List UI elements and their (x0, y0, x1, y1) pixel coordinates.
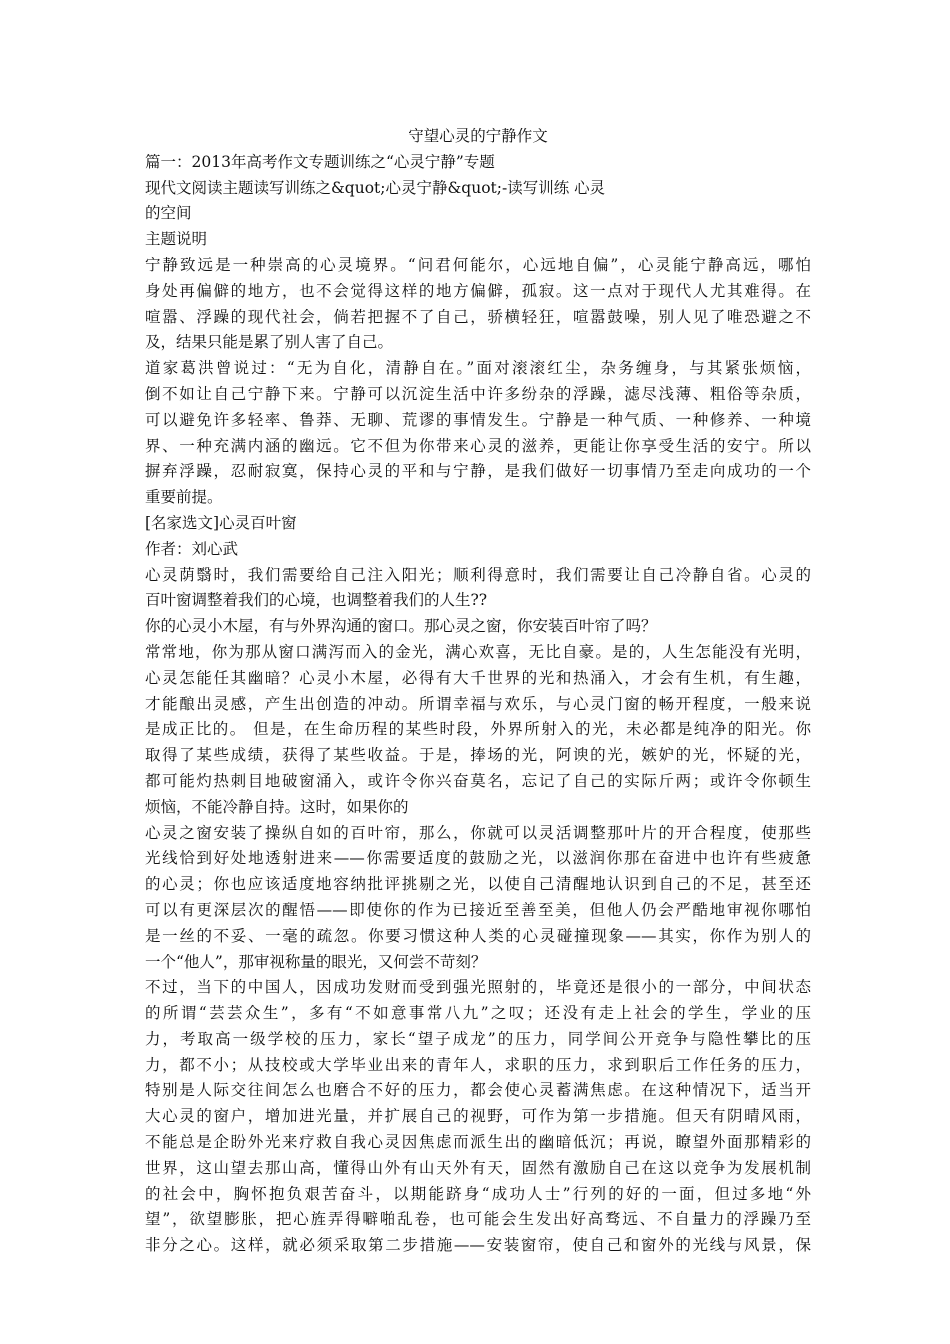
text-line: 百叶窗调整着我们的心境，也调整着我们的人生?? (145, 591, 488, 610)
text-line: 喧嚣、浮躁的现代社会，倘若把握不了自己，骄横轻狂，喧嚣鼓噪，别人见了唯恐避之不 (145, 307, 811, 326)
text-line: 可以避免许多轻率、鲁莽、无聊、荒谬的事情发生。宁静是一种气质、一种修养、一种境 (145, 410, 811, 429)
text-line: 不能总是企盼外光来疗救自我心灵因焦虑而派生出的幽暗低沉；再说，瞭望外面那精彩的 (145, 1133, 811, 1152)
text-line: 重要前提。 (145, 488, 223, 507)
text-line: 的空间 (145, 204, 192, 223)
text-line: 都可能灼热刺目地破窗涌入，或许令你兴奋莫名，忘记了自己的实际斤两；或许令你顿生 (145, 771, 811, 790)
document-body (145, 124, 811, 1259)
text-line: 道家葛洪曾说过：“无为自化，清静自在。”面对滚滚红尘，杂务缠身，与其紧张烦恼， (145, 359, 811, 378)
text-line: 心灵之窗安装了操纵自如的百叶帘，那么，你就可以灵活调整那叶片的开合程度，使那些 (145, 823, 811, 842)
text-line: 你的心灵小木屋，有与外界沟通的窗口。那心灵之窗，你安装百叶帘了吗？ (145, 617, 657, 636)
text-line: 篇一：2013年高考作文专题训练之“心灵宁静”专题 (145, 152, 495, 171)
text-line: 的社会中，胸怀抱负艰苦奋斗，以期能跻身“成功人士”行列的好的一面，但过多地“外 (145, 1184, 811, 1203)
text-line: 大心灵的窗户，增加进光量，并扩展自己的视野，可作为第一步措施。但天有阴晴风雨， (145, 1107, 811, 1126)
text-line: 不过，当下的中国人，因成功发财而受到强光照射的，毕竟还是很小的一部分，中间状态 (145, 978, 811, 997)
document-title: 守望心灵的宁静作文 (408, 127, 548, 145)
text-line: 心灵荫翳时，我们需要给自己注入阳光；顺利得意时，我们需要让自己冷静自省。心灵的 (145, 565, 811, 584)
document-text (145, 150, 811, 1259)
text-line: 的所谓“芸芸众生”，多有“不如意事常八九”之叹；还没有走上社会的学生，学业的压 (145, 1004, 811, 1023)
text-line: 是成正比的。 但是，在生命历程的某些时段，外界所射入的光，未必都是纯净的阳光。你 (145, 720, 811, 739)
text-line: 一个“他人”，那审视称量的眼光，又何尝不苛刻？ (145, 952, 487, 971)
text-line: 倒不如让自己宁静下来。宁静可以沉淀生活中许多纷杂的浮躁，滤尽浅薄、粗俗等杂质， (145, 384, 811, 403)
text-line: 现代文阅读主题读写训练之&quot;心灵宁静&quot;-读写训练 心灵 (145, 178, 606, 197)
text-line: 力，考取高一级学校的压力，家长“望子成龙”的压力，同学间公开竞争与隐性攀比的压 (145, 1029, 811, 1048)
text-line: 及，结果只能是累了别人害了自己。 (145, 333, 394, 352)
text-line: 是一丝的不妥、一毫的疏忽。你要习惯这种人类的心灵碰撞现象——其实，你作为别人的 (145, 926, 811, 945)
text-line: 非分之心。这样，就必须采取第二步措施——安装窗帘，使自己和窗外的光线与风景，保 (145, 1236, 811, 1255)
text-line: 光线恰到好处地透射进来——你需要适度的鼓励之光，以滋润你那在奋进中也许有些疲惫 (145, 849, 811, 868)
text-line: 心灵怎能任其幽暗？心灵小木屋，必得有大千世界的光和热涌入，才会有生机，有生趣， (145, 668, 811, 687)
text-line: 身处再偏僻的地方，也不会觉得这样的地方偏僻，孤寂。这一点对于现代人尤其难得。在 (145, 281, 811, 300)
text-line: 望”，欲望膨胀，把心旌弄得噼啪乱卷，也可能会生发出好高骛远、不自量力的浮躁乃至 (145, 1210, 811, 1229)
text-line: 常常地，你为那从窗口满泻而入的金光，满心欢喜，无比自豪。是的，人生怎能没有光明， (145, 642, 811, 661)
text-line: 力，都不小；从技校或大学毕业出来的青年人，求职的压力，求到职后工作任务的压力， (145, 1055, 811, 1074)
text-line: 取得了某些成绩，获得了某些收益。于是，捧场的光，阿谀的光，嫉妒的光，怀疑的光， (145, 746, 811, 765)
text-line: 作者：刘心武 (145, 539, 239, 558)
text-line: 宁静致远是一种崇高的心灵境界。“问君何能尔，心远地自偏”，心灵能宁静高远，哪怕 (145, 255, 811, 274)
text-line: 摒弃浮躁，忍耐寂寞，保持心灵的平和与宁静，是我们做好一切事情乃至走向成功的一个 (145, 462, 811, 481)
text-line: 的心灵；你也应该适度地容纳批评挑剔之光，以使自己清醒地认识到自己的不足，甚至还 (145, 875, 811, 894)
text-line: 界、一种充满内涵的幽远。它不但为你带来心灵的滋养，更能让你享受生活的安宁。所以 (145, 436, 811, 455)
text-line: 才能酿出灵感，产生出创造的冲动。所谓幸福与欢乐，与心灵门窗的畅开程度，一般来说 (145, 694, 811, 713)
text-line: [名家选文]心灵百叶窗 (145, 513, 297, 532)
text-line: 主题说明 (145, 230, 208, 249)
text-line: 可以有更深层次的醒悟——即使你的作为已接近至善至美，但他人仍会严酷地审视你哪怕 (145, 900, 811, 919)
text-line: 世界，这山望去那山高，懂得山外有山天外有天，固然有激励自己在这以竞争为发展机制 (145, 1158, 811, 1177)
text-line: 烦恼，不能冷静自持。这时，如果你的 (145, 797, 409, 816)
text-line: 特别是人际交往间怎么也磨合不好的压力，都会使心灵蓄满焦虑。在这种情况下，适当开 (145, 1081, 811, 1100)
